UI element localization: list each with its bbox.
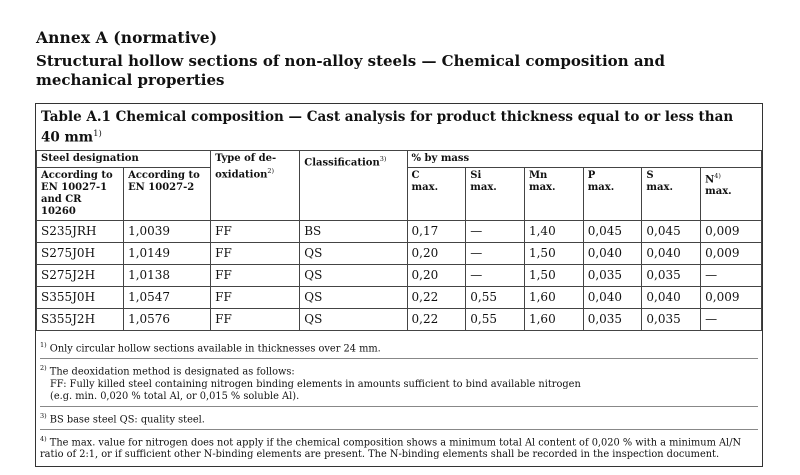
cell-deoxidation: FF — [211, 243, 300, 265]
cell-si: — — [466, 221, 525, 243]
header-n-max: max. — [705, 186, 732, 198]
cell-si: — — [466, 243, 525, 265]
header-type-deoxidation-ref: 2) — [267, 167, 275, 175]
cell-steel-number: 1,0547 — [124, 287, 211, 309]
table-caption — [41, 109, 753, 147]
header-c-max: max. — [411, 182, 439, 193]
table-row — [37, 221, 762, 243]
cell-steel-number: 1,0576 — [124, 309, 211, 331]
header-classification — [300, 151, 407, 221]
table-row — [37, 265, 762, 287]
cell-mn: 1,40 — [524, 221, 583, 243]
table-box — [35, 103, 763, 467]
cell-p: 0,035 — [583, 309, 642, 331]
chemical-composition-table — [36, 150, 762, 331]
cell-classification: QS — [300, 287, 407, 309]
cell-n: 0,009 — [701, 221, 762, 243]
table-caption-text: Table A.1 Chemical composition — Cast analysis for product thickness equal to or less than 40 mm — [41, 109, 734, 146]
table-row — [37, 243, 762, 265]
footnote-1 — [40, 336, 758, 358]
footnote-4 — [40, 430, 758, 464]
cell-c: 0,20 — [407, 243, 466, 265]
cell-c: 0,17 — [407, 221, 466, 243]
header-s-label: S — [646, 170, 654, 181]
cell-c: 0,22 — [407, 309, 466, 331]
cell-s: 0,040 — [642, 287, 701, 309]
cell-p: 0,045 — [583, 221, 642, 243]
cell-classification: BS — [300, 221, 407, 243]
footnote-2 — [40, 359, 758, 405]
footnote-2-mark: 2) — [40, 364, 47, 373]
header-en10027-1: According to EN 10027-1 and CR 10260 — [37, 168, 124, 221]
footnote-4-mark: 4) — [40, 434, 47, 443]
footnote-4-text: The max. value for nitrogen does not apply if the chemical composition shows a minimum total Al content of 0,020 % with a minimum Al/N ratio of 2:1, or if sufficient other N-binding elements are present. The N-binding elements shall be recorded in the inspection document. — [40, 437, 742, 461]
cell-s: 0,035 — [642, 309, 701, 331]
cell-deoxidation: FF — [211, 309, 300, 331]
header-n-ref: 4) — [714, 172, 721, 180]
cell-classification: QS — [300, 243, 407, 265]
cell-p: 0,040 — [583, 287, 642, 309]
table-row — [37, 287, 762, 309]
cell-steel-number: 1,0138 — [124, 265, 211, 287]
footnotes — [40, 336, 758, 464]
header-steel-designation: Steel designation — [37, 151, 211, 168]
header-s-max: max. — [646, 182, 673, 193]
header-classification-text: Classification — [304, 157, 380, 169]
cell-steel-number: 1,0039 — [124, 221, 211, 243]
footnote-2-line-3: (e.g. min. 0,020 % total Al, or 0,015 % soluble Al). — [50, 390, 300, 402]
cell-c: 0,22 — [407, 287, 466, 309]
footnote-3-mark: 3) — [40, 411, 47, 420]
footnote-1-text: Only circular hollow sections available in thicknesses over 24 mm. — [49, 343, 381, 355]
footnote-1-mark: 1) — [40, 341, 47, 349]
header-type-deoxidation-text: Type of de-oxidation — [215, 153, 277, 181]
cell-steel-name: S275J2H — [37, 265, 124, 287]
header-en10027-2: According to EN 10027-2 — [124, 168, 211, 221]
cell-s: 0,040 — [642, 243, 701, 265]
cell-mn: 1,60 — [524, 287, 583, 309]
footnote-3-text: BS base steel QS: quality steel. — [49, 413, 205, 425]
cell-steel-name: S355J0H — [37, 287, 124, 309]
header-p — [583, 168, 642, 221]
cell-steel-number: 1,0149 — [124, 243, 211, 265]
cell-mn: 1,60 — [524, 309, 583, 331]
header-c-label: C — [411, 170, 420, 181]
header-si-label: Si — [470, 170, 482, 181]
header-p-max: max. — [587, 182, 615, 193]
cell-c: 0,20 — [407, 265, 466, 287]
header-type-deoxidation — [211, 151, 300, 221]
header-pct-by-mass: % by mass — [407, 151, 761, 168]
cell-si: — — [466, 265, 525, 287]
header-s — [642, 168, 701, 221]
cell-si: 0,55 — [466, 287, 525, 309]
footnote-3 — [40, 407, 758, 429]
cell-s: 0,045 — [642, 221, 701, 243]
cell-deoxidation: FF — [211, 287, 300, 309]
header-mn-label: Mn — [528, 170, 548, 181]
header-si — [466, 168, 525, 221]
cell-p: 0,035 — [583, 265, 642, 287]
cell-deoxidation: FF — [211, 221, 300, 243]
annex-title: Annex A (normative) — [36, 28, 218, 47]
header-c — [407, 168, 466, 221]
header-si-max: max. — [470, 182, 497, 193]
cell-mn: 1,50 — [524, 243, 583, 265]
cell-n: 0,009 — [701, 243, 762, 265]
cell-deoxidation: FF — [211, 265, 300, 287]
section-subtitle: Structural hollow sections of non-alloy steels — Chemical composition and mechanical properties — [36, 52, 665, 89]
table-row — [37, 309, 762, 331]
cell-n: 0,009 — [701, 287, 762, 309]
cell-p: 0,040 — [583, 243, 642, 265]
cell-steel-name: S235JRH — [37, 221, 124, 243]
cell-classification: QS — [300, 309, 407, 331]
cell-si: 0,55 — [466, 309, 525, 331]
header-classification-ref: 3) — [379, 155, 387, 163]
table-caption-footnote-ref: 1) — [93, 129, 102, 139]
footnote-2-line-2: FF: Fully killed steel containing nitrogen binding elements in amounts sufficient to bind available nitrogen — [50, 378, 581, 390]
header-p-label: P — [587, 170, 596, 181]
cell-s: 0,035 — [642, 265, 701, 287]
header-mn-max: max. — [528, 182, 556, 193]
cell-steel-name: S275J0H — [37, 243, 124, 265]
header-n-label: N — [705, 174, 715, 186]
footnote-2-text: The deoxidation method is designated as follows: — [49, 366, 295, 378]
footnote-2-line-1 — [40, 362, 758, 378]
cell-mn: 1,50 — [524, 265, 583, 287]
cell-n: — — [701, 309, 762, 331]
header-mn — [524, 168, 583, 221]
cell-steel-name: S355J2H — [37, 309, 124, 331]
cell-n: — — [701, 265, 762, 287]
cell-classification: QS — [300, 265, 407, 287]
header-n — [701, 168, 762, 221]
